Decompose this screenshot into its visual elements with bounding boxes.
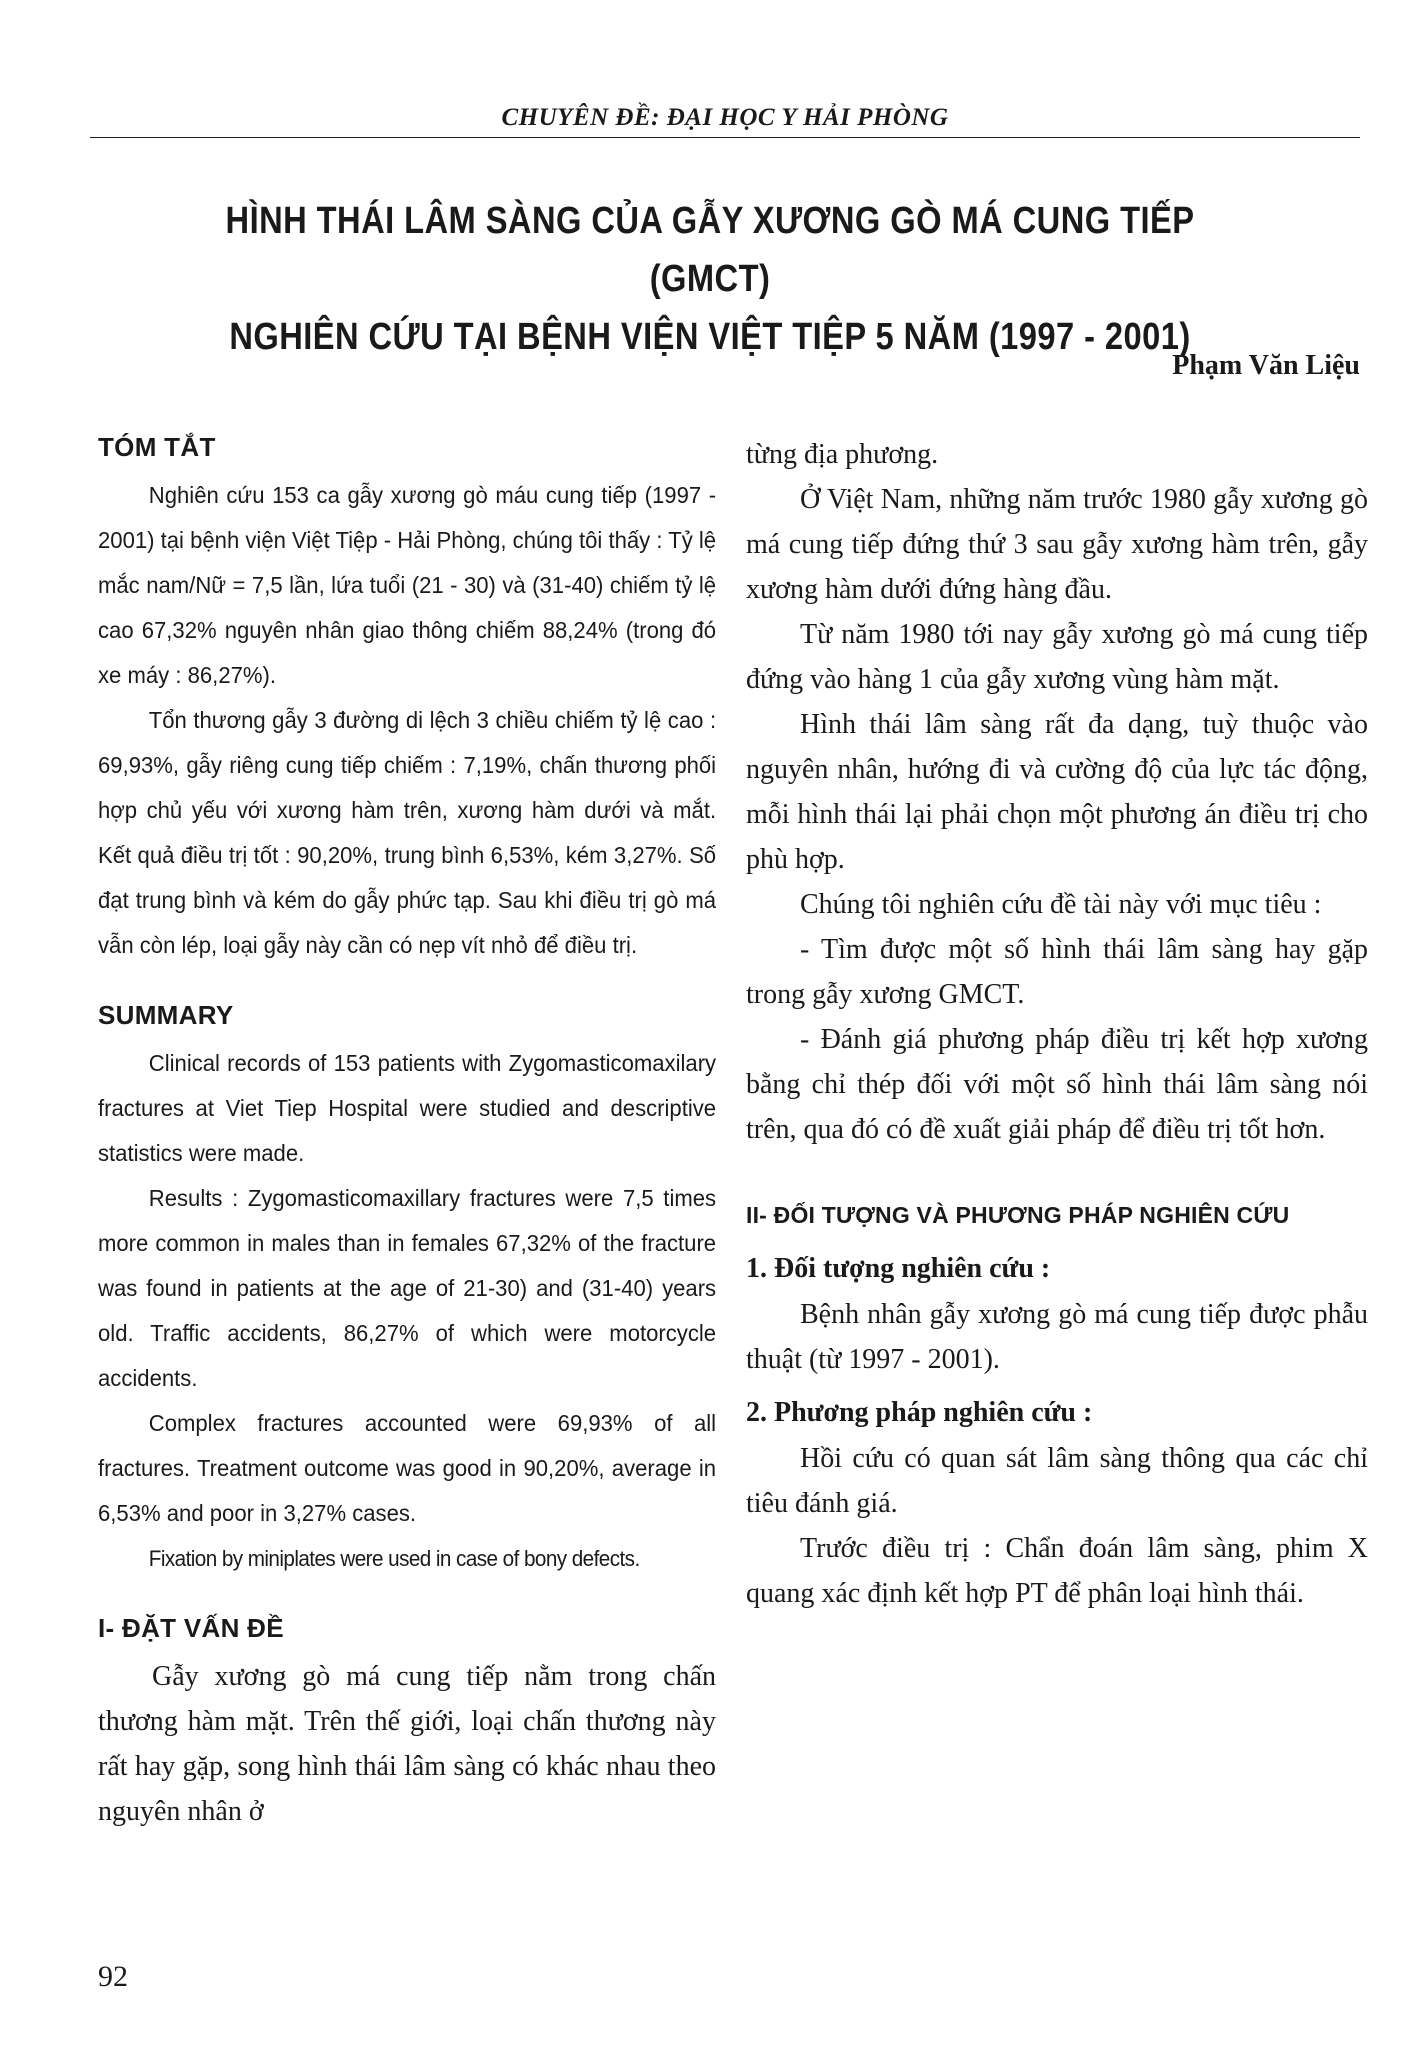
section-2-heading: II- ĐỐI TƯỢNG VÀ PHƯƠNG PHÁP NGHIÊN CỨU xyxy=(746,1202,1290,1228)
section-1-paragraph: Ở Việt Nam, những năm trước 1980 gẫy xương gò má cung tiếp đứng thứ 3 sau gẫy xương hàm trên, gẫy xương hàm dưới đứng hàng đầu. xyxy=(746,484,1368,605)
abstract-vi-paragraph: Tổn thương gẫy 3 đường di lệch 3 chiều chiếm tỷ lệ cao : 69,93%, gẫy riêng cung tiếp chiếm : 7,19%, chấn thương phối hợp chủ yếu với xương hàm trên, xương hàm dưới và mắt. Kết quả điều trị tốt : 90,20%, trung bình 6,53%, kém 3,27%. Số đạt trung bình và kém do gẫy phức tạp. Sau khi điều trị gò má vẫn còn lép, loại gẫy này cần có nẹp vít nhỏ để điều trị. xyxy=(98,707,717,958)
section-1-heading: I- ĐẶT VẤN ĐỀ xyxy=(98,1613,284,1643)
abstract-vi-paragraph: Nghiên cứu 153 ca gẫy xương gò máu cung tiếp (1997 - 2001) tại bệnh viện Việt Tiệp - Hải Phòng, chúng tôi thấy : Tỷ lệ mắc nam/Nữ = 7,5 lần, lứa tuổi (21 - 30) và (31-40) chiếm tỷ lệ cao 67,32% nguyên nhân giao thông chiếm 88,24% (trong đó xe máy : 86,27%). xyxy=(98,482,717,688)
subsection-2-heading: 2. Phương pháp nghiên cứu : xyxy=(746,1397,1093,1428)
summary-paragraph: Fixation by miniplates were used in case of bony defects. xyxy=(148,1546,640,1571)
header-rule xyxy=(90,137,1360,138)
summary-paragraph: Clinical records of 153 patients with Zygomasticomaxilary fractures at Viet Tiep Hospital were studied and descriptive statistics were made. xyxy=(98,1050,717,1166)
subsection-2-paragraph: Hồi cứu có quan sát lâm sàng thông qua các chỉ tiêu đánh giá. xyxy=(746,1443,1368,1519)
right-column xyxy=(746,432,1368,1616)
title-line-2: NGHIÊN CỨU TẠI BỆNH VIỆN VIỆT TIỆP 5 NĂM (1997 - 2001) xyxy=(229,316,1191,358)
left-column xyxy=(98,432,716,1834)
objective-item: - Đánh giá phương pháp điều trị kết hợp xương bằng chỉ thép đối với một số hình thái lâm sàng nói trên, qua đó có đề xuất giải pháp để điều trị tốt hơn. xyxy=(746,1024,1368,1145)
section-1-paragraph: Từ năm 1980 tới nay gẫy xương gò má cung tiếp đứng vào hàng 1 của gẫy xương vùng hàm mặt. xyxy=(746,619,1368,695)
section-1-paragraph: Hình thái lâm sàng rất đa dạng, tuỳ thuộc vào nguyên nhân, hướng đi và cường độ của lực tác động, mỗi hình thái lại phải chọn một phương án điều trị cho phù hợp. xyxy=(746,709,1368,875)
subsection-2-paragraph: Trước điều trị : Chẩn đoán lâm sàng, phim X quang xác định kết hợp PT để phân loại hình thái. xyxy=(746,1533,1368,1609)
section-1-paragraph: Gẫy xương gò má cung tiếp nằm trong chấn thương hàm mặt. Trên thế giới, loại chấn thương này rất hay gặp, song hình thái lâm sàng có khác nhau theo nguyên nhân ở xyxy=(98,1661,716,1827)
abstract-vi-heading: TÓM TẮT xyxy=(98,432,216,462)
objective-item: - Tìm được một số hình thái lâm sàng hay gặp trong gẫy xương GMCT. xyxy=(746,934,1368,1010)
section-1-paragraph-continued: từng địa phương. xyxy=(746,439,939,470)
title-line-1: HÌNH THÁI LÂM SÀNG CỦA GẪY XƯƠNG GÒ MÁ CUNG TIẾP (GMCT) xyxy=(225,200,1195,300)
page-number: 92 xyxy=(98,1960,128,1993)
summary-paragraph: Complex fractures accounted were 69,93% of all fractures. Treatment outcome was good in 90,20%, average in 6,53% and poor in 3,27% cases. xyxy=(98,1410,717,1526)
author-name: Phạm Văn Liệu xyxy=(1172,350,1360,381)
section-1-paragraph: Chúng tôi nghiên cứu đề tài này với mục tiêu : xyxy=(800,889,1322,920)
subsection-1-heading: 1. Đối tượng nghiên cứu : xyxy=(746,1253,1051,1284)
summary-paragraph: Results : Zygomasticomaxillary fractures were 7,5 times more common in males than in females 67,32% of the fracture was found in patients at the age of 21-30) and (31-40) years old. Traffic accidents, 86,27% of which were motorcycle accidents. xyxy=(98,1185,717,1391)
summary-heading: SUMMARY xyxy=(98,1000,234,1030)
running-head: CHUYÊN ĐỀ: ĐẠI HỌC Y HẢI PHÒNG xyxy=(501,104,949,131)
article-title xyxy=(194,192,1226,366)
subsection-1-paragraph: Bệnh nhân gẫy xương gò má cung tiếp được phẫu thuật (từ 1997 - 2001). xyxy=(746,1299,1368,1375)
